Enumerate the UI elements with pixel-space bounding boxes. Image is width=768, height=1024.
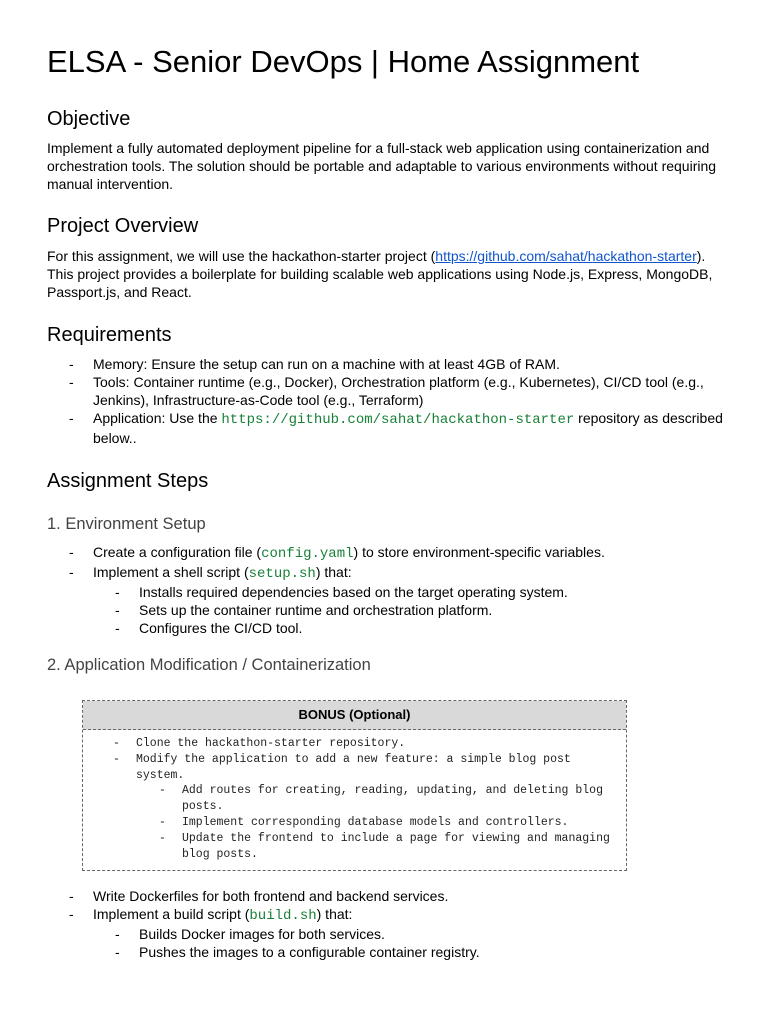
- list-item: - Application: Use the https://github.com/sahat/hackathon-starter repository as described below..: [69, 410, 723, 446]
- env-item2-suffix: ) that:: [315, 564, 352, 580]
- config-yaml-code: config.yaml: [261, 546, 354, 562]
- build-sh-code: build.sh: [249, 908, 317, 924]
- bonus-item-modify: Modify the application to add a new feature: a simple blog post system.: [136, 752, 571, 782]
- list-item: - Modify the application to add a new feature: a simple blog post system.: [113, 752, 571, 782]
- requirement-app-code: https://github.com/sahat/hackathon-starter: [221, 412, 575, 428]
- env-sub-item: Sets up the container runtime and orchestration platform.: [139, 602, 493, 618]
- bonus-box: [82, 700, 627, 871]
- app-list: [47, 887, 727, 961]
- env-sub-list: [47, 583, 727, 637]
- list-item: - Configures the CI/CD tool.: [115, 620, 303, 636]
- app-sub-item: Pushes the images to a configurable container registry.: [139, 944, 480, 960]
- overview-text-after: ). This project provides a boilerplate for building scalable web applications using Node.js, Express, MongoDB, Passport.js, and React.: [47, 248, 713, 300]
- list-item: - Tools: Container runtime (e.g., Docker), Orchestration platform (e.g., Kubernetes), CI/CD tool (e.g., Jenkins), Infrastructure-as-Code tool (e.g., Terraform): [69, 374, 704, 408]
- objective-heading: Objective: [47, 108, 131, 130]
- bonus-sub-list: [47, 783, 616, 862]
- bonus-sub-item: Add routes for creating, reading, updating, and deleting blog posts.: [182, 784, 603, 814]
- overview-heading: Project Overview: [47, 215, 199, 237]
- env-sub-item: Installs required dependencies based on the target operating system.: [139, 584, 568, 600]
- list-item: - Installs required dependencies based on the target operating system.: [115, 584, 568, 600]
- app-sub-item: Builds Docker images for both services.: [139, 926, 385, 942]
- requirements-list: [47, 355, 727, 447]
- bonus-sub-item: Implement corresponding database models and controllers.: [182, 815, 569, 829]
- bonus-list: [93, 736, 616, 783]
- requirement-tools: Tools: Container runtime (e.g., Docker), Orchestration platform (e.g., Kubernetes), CI/CD tool (e.g., Jenkins), Infrastructure-as-Code tool (e.g., Terraform): [93, 374, 704, 408]
- requirement-app-prefix: Application: Use the: [93, 410, 222, 426]
- env-setup-heading: 1. Environment Setup: [47, 515, 206, 533]
- bonus-sub-item: Update the frontend to include a page for viewing and managing blog posts.: [182, 831, 610, 861]
- list-item: - Implement a build script (build.sh) that: - Builds Docker images for both services. - Pushes the images to a configurable container registry.: [47, 905, 727, 961]
- env-item1-prefix: Create a configuration file (: [93, 544, 262, 560]
- app-sub-list: [47, 925, 727, 961]
- list-item: - Update the frontend to include a page for viewing and managing blog posts.: [159, 831, 610, 861]
- list-item: - Write Dockerfiles for both frontend and backend services.: [69, 888, 449, 904]
- list-item: - Builds Docker images for both services.: [115, 926, 385, 942]
- objective-text: Implement a fully automated deployment pipeline for a full-stack web application using containerization and orchestration tools. The solution should be portable and adaptable to various environments without requiring manual intervention.: [47, 140, 717, 192]
- env-setup-list: [47, 543, 727, 637]
- bonus-body: [83, 730, 626, 870]
- app-item2-prefix: Implement a build script (: [93, 906, 250, 922]
- requirements-heading: Requirements: [47, 324, 172, 346]
- overview-text-before: For this assignment, we will use the hackathon-starter project (: [47, 248, 436, 264]
- app-modification-heading: 2. Application Modification / Containerization: [47, 656, 371, 674]
- env-sub-item: Configures the CI/CD tool.: [139, 620, 303, 636]
- list-item: - Pushes the images to a configurable container registry.: [115, 944, 480, 960]
- app-item2-suffix: ) that:: [316, 906, 353, 922]
- overview-text: [47, 247, 727, 301]
- setup-sh-code: setup.sh: [248, 566, 316, 582]
- list-item: - Implement a shell script (setup.sh) that: - Installs required dependencies based on the target operating system. - Sets up the container runtime and orchestration platform. - Configures the CI/CD tool.: [47, 563, 727, 637]
- document-title: ELSA - Senior DevOps | Home Assignment: [47, 44, 640, 79]
- list-item: - Memory: Ensure the setup can run on a machine with at least 4GB of RAM.: [69, 356, 560, 372]
- bonus-title: BONUS (Optional): [83, 701, 626, 730]
- list-item: - Implement corresponding database models and controllers.: [159, 815, 569, 829]
- list-item: - Create a configuration file (config.yaml) to store environment-specific variables.: [69, 544, 605, 562]
- list-item: - Sets up the container runtime and orchestration platform.: [115, 602, 493, 618]
- app-item-dockerfiles: Write Dockerfiles for both frontend and backend services.: [93, 888, 449, 904]
- hackathon-starter-link[interactable]: https://github.com/sahat/hackathon-starter: [435, 248, 697, 264]
- env-item2-prefix: Implement a shell script (: [93, 564, 249, 580]
- requirement-app-suffix: repository as described below..: [93, 410, 723, 446]
- list-item: - Clone the hackathon-starter repository.: [113, 737, 406, 750]
- requirement-memory: Memory: Ensure the setup can run on a machine with at least 4GB of RAM.: [93, 356, 560, 372]
- list-item: - Add routes for creating, reading, updating, and deleting blog posts.: [159, 784, 603, 814]
- bonus-item-clone: Clone the hackathon-starter repository.: [136, 737, 406, 750]
- env-item1-suffix: ) to store environment-specific variables.: [353, 544, 605, 560]
- requirement-application: [93, 410, 723, 446]
- steps-heading: Assignment Steps: [47, 470, 209, 492]
